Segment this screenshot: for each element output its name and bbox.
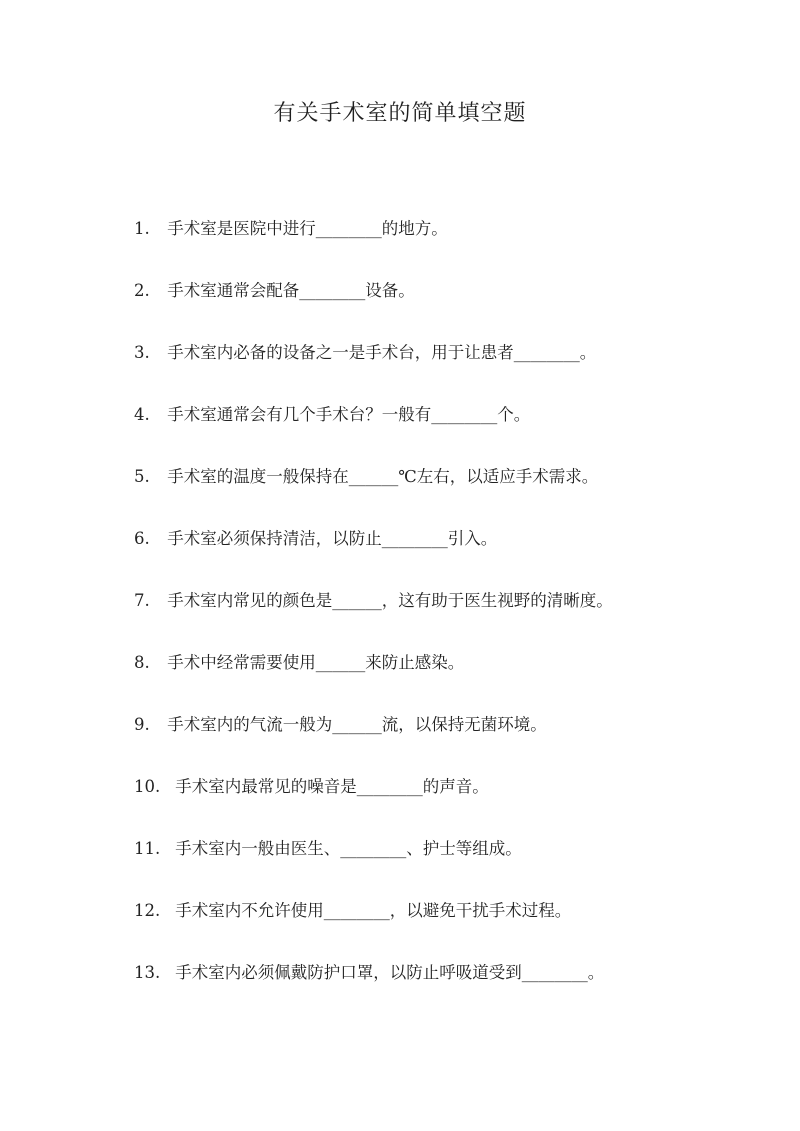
question-text: 手术室内常见的颜色是______，这有助于医生视野的清晰度。 [167, 591, 613, 610]
question-text: 手术室通常会配备________设备。 [167, 281, 415, 300]
question-text: 手术室内最常见的噪音是________的声音。 [175, 777, 489, 796]
question-text: 手术中经常需要使用______来防止感染。 [167, 653, 465, 672]
question-number: 4. [134, 405, 150, 424]
question-number: 8. [134, 653, 150, 672]
question-text: 手术室必须保持清洁，以防止________引入。 [167, 529, 498, 548]
question-text: 手术室内一般由医生、________、护士等组成。 [175, 839, 522, 858]
question-item [134, 772, 754, 834]
question-number: 10. [134, 777, 161, 796]
question-text: 手术室是医院中进行________的地方。 [167, 219, 448, 238]
question-text: 手术室内必须佩戴防护口罩，以防止呼吸道受到________。 [175, 963, 605, 982]
question-number: 13. [134, 963, 161, 982]
document-title: 有关手术室的简单填空题 [273, 101, 527, 126]
question-item [134, 462, 754, 524]
question-number: 9. [134, 715, 150, 734]
question-item [134, 524, 754, 586]
question-item [134, 958, 754, 1020]
question-item [134, 648, 754, 710]
question-text: 手术室通常会有几个手术台？一般有________个。 [167, 405, 531, 424]
question-number: 6. [134, 529, 150, 548]
question-item [134, 710, 754, 772]
question-text: 手术室内的气流一般为______流，以保持无菌环境。 [167, 715, 547, 734]
question-number: 12. [134, 901, 161, 920]
question-number: 5. [134, 467, 150, 486]
question-number: 3. [134, 343, 150, 362]
question-number: 7. [134, 591, 150, 610]
question-item [134, 586, 754, 648]
question-item [134, 276, 754, 338]
question-list [134, 214, 754, 1020]
question-item [134, 896, 754, 958]
question-text: 手术室内必备的设备之一是手术台，用于让患者________。 [167, 343, 597, 362]
question-text: 手术室内不允许使用________，以避免干扰手术过程。 [175, 901, 572, 920]
question-number: 2. [134, 281, 150, 300]
question-item [134, 214, 754, 276]
question-number: 11. [134, 839, 161, 858]
question-text: 手术室的温度一般保持在______℃左右，以适应手术需求。 [167, 467, 599, 486]
question-item [134, 834, 754, 896]
question-item [134, 400, 754, 462]
question-number: 1. [134, 219, 150, 238]
question-item [134, 338, 754, 400]
